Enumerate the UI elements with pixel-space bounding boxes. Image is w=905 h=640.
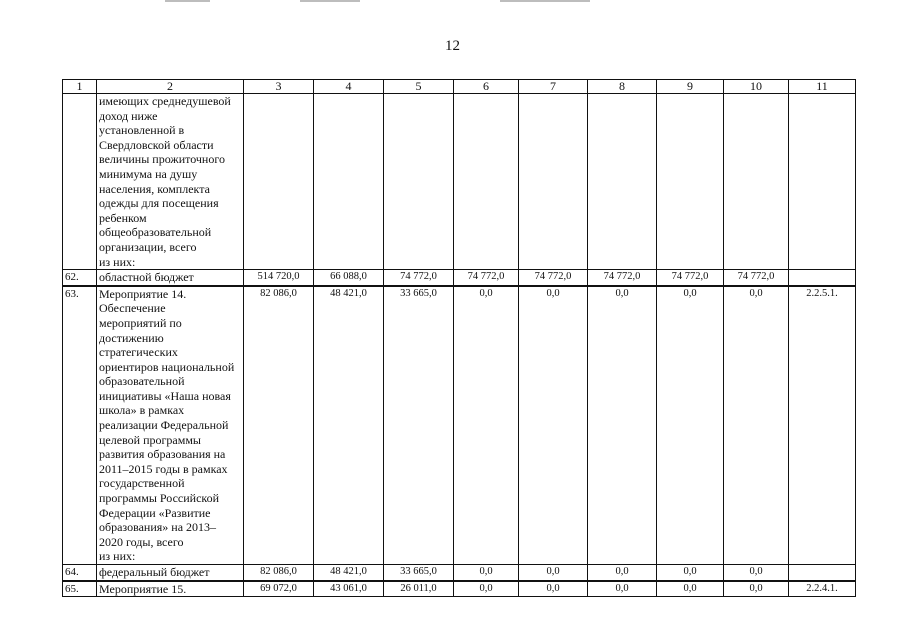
description-line: развития образования на: [99, 447, 226, 462]
value-cell: 0,0: [454, 286, 519, 565]
row-description: [97, 286, 244, 565]
value-cell: 48 421,0: [314, 565, 384, 581]
value-cell: 0,0: [588, 565, 657, 581]
target-code-cell: [789, 94, 856, 270]
value-cell: 0,0: [519, 581, 588, 597]
target-code-cell: 2.2.4.1.: [789, 581, 856, 597]
row-number-cell: 65.: [63, 581, 97, 597]
description-line: образовательной: [99, 374, 185, 389]
target-code-cell: [789, 270, 856, 286]
target-code-cell: 2.2.5.1.: [789, 286, 856, 565]
description-line: областной бюджет: [99, 270, 194, 285]
row-description: [97, 94, 244, 270]
description-line: федеральный бюджет: [99, 565, 210, 579]
value-cell: 74 772,0: [454, 270, 519, 286]
description-line: ориентиров национальной: [99, 359, 235, 374]
description-line: Федерации «Развитие: [99, 505, 211, 520]
column-header: 11: [789, 80, 856, 94]
description-line: мероприятий по: [99, 315, 182, 330]
row-description: [97, 581, 244, 597]
value-cell: 0,0: [724, 581, 789, 597]
description-line: Свердловской области: [99, 137, 214, 152]
row-description: [97, 565, 244, 581]
description-line: из них:: [99, 549, 136, 564]
description-line: одежды для посещения: [99, 196, 219, 211]
value-cell: 82 086,0: [244, 565, 314, 581]
description-line: доход ниже: [99, 108, 158, 123]
value-cell: 0,0: [454, 565, 519, 581]
description-line: установленной в: [99, 123, 185, 138]
row-number-cell: [63, 94, 97, 270]
scan-edge-mark: [500, 0, 590, 2]
description-line: ребенком: [99, 210, 147, 225]
value-cell: 74 772,0: [657, 270, 724, 286]
description-line: Мероприятие 14.: [99, 286, 187, 301]
description-line: 2020 годы, всего: [99, 534, 184, 549]
description-line: населения, комплекта: [99, 181, 210, 196]
description-line: инициативы «Наша новая: [99, 388, 231, 403]
description-line: государственной: [99, 476, 185, 491]
value-cell: 33 665,0: [384, 565, 454, 581]
value-cell: 0,0: [588, 581, 657, 597]
value-cell: [314, 94, 384, 270]
description-line: программы Российской: [99, 491, 220, 506]
value-cell: 0,0: [657, 565, 724, 581]
description-line: 2011–2015 годы в рамках: [99, 461, 228, 476]
description-line: реализации Федеральной: [99, 418, 229, 433]
description-line: стратегических: [99, 345, 178, 360]
column-header: 9: [657, 80, 724, 94]
description-line: общеобразовательной: [99, 225, 212, 240]
value-cell: 74 772,0: [384, 270, 454, 286]
description-line: школа» в рамках: [99, 403, 185, 418]
value-cell: 66 088,0: [314, 270, 384, 286]
value-cell: 74 772,0: [724, 270, 789, 286]
description-line: Обеспечение: [99, 301, 166, 316]
scan-edge-mark: [300, 0, 360, 2]
table-row: [63, 94, 856, 270]
description-line: минимума на душу: [99, 166, 198, 181]
value-cell: 0,0: [519, 286, 588, 565]
column-header: 8: [588, 80, 657, 94]
value-cell: [519, 94, 588, 270]
column-header: 7: [519, 80, 588, 94]
description-line: организации, всего: [99, 239, 197, 254]
value-cell: [588, 94, 657, 270]
description-line: из них:: [99, 254, 136, 269]
value-cell: 69 072,0: [244, 581, 314, 597]
table-row: [63, 565, 856, 581]
row-number-cell: 62.: [63, 270, 97, 286]
description-line: величины прожиточного: [99, 152, 225, 167]
row-number-cell: 63.: [63, 286, 97, 565]
value-cell: 0,0: [454, 581, 519, 597]
budget-table: [62, 79, 856, 597]
column-header: 5: [384, 80, 454, 94]
value-cell: [454, 94, 519, 270]
page-number: 12: [445, 38, 460, 54]
column-header: 2: [97, 80, 244, 94]
value-cell: [244, 94, 314, 270]
value-cell: 43 061,0: [314, 581, 384, 597]
row-number-cell: 64.: [63, 565, 97, 581]
value-cell: 0,0: [657, 286, 724, 565]
description-line: целевой программы: [99, 432, 201, 447]
description-line: образования» на 2013–: [99, 520, 217, 535]
value-cell: 48 421,0: [314, 286, 384, 565]
value-cell: [384, 94, 454, 270]
column-header: 1: [63, 80, 97, 94]
column-header: 10: [724, 80, 789, 94]
table-row: [63, 581, 856, 597]
value-cell: 74 772,0: [519, 270, 588, 286]
value-cell: [724, 94, 789, 270]
target-code-cell: [789, 565, 856, 581]
scan-edge-mark: [165, 0, 210, 2]
value-cell: 82 086,0: [244, 286, 314, 565]
table-row: [63, 286, 856, 565]
column-number-row: [63, 80, 856, 94]
value-cell: 0,0: [588, 286, 657, 565]
value-cell: 514 720,0: [244, 270, 314, 286]
description-line: имеющих среднедушевой: [99, 94, 231, 108]
value-cell: 0,0: [724, 565, 789, 581]
value-cell: 26 011,0: [384, 581, 454, 597]
column-header: 3: [244, 80, 314, 94]
value-cell: 74 772,0: [588, 270, 657, 286]
description-line: Мероприятие 15.: [99, 581, 187, 596]
value-cell: 0,0: [724, 286, 789, 565]
value-cell: 0,0: [657, 581, 724, 597]
column-header: 6: [454, 80, 519, 94]
value-cell: 0,0: [519, 565, 588, 581]
value-cell: 33 665,0: [384, 286, 454, 565]
column-header: 4: [314, 80, 384, 94]
description-line: достижению: [99, 330, 164, 345]
value-cell: [657, 94, 724, 270]
table-row: [63, 270, 856, 286]
row-description: [97, 270, 244, 286]
